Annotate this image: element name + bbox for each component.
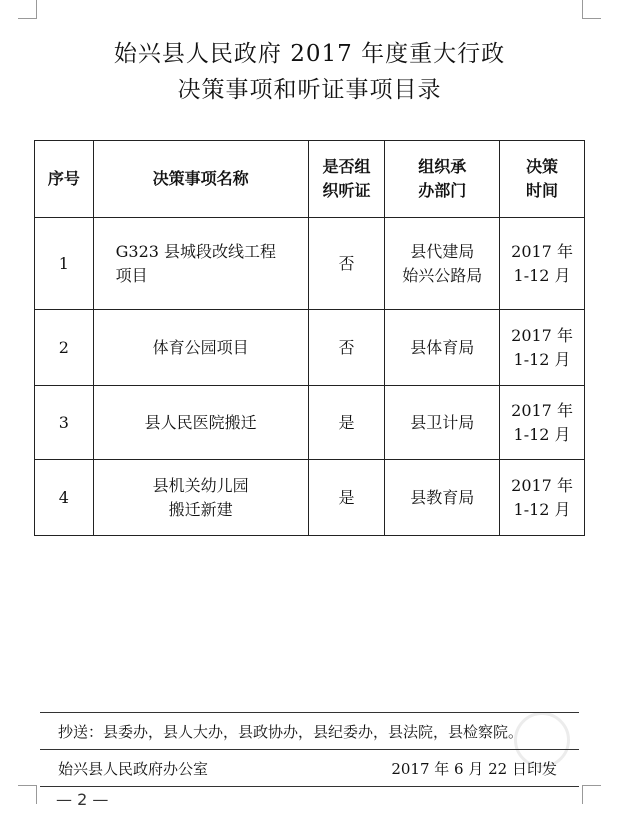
row-no: 4 [35,460,94,536]
header-name: 决策事项名称 [93,141,308,218]
header-dept-line-1: 组织承 [418,157,467,176]
table-header-row [35,141,585,218]
table-row [35,386,585,460]
row-name-line-2: 搬迁新建 [168,499,233,519]
row-time-line-1: 2017 年 [511,475,573,495]
table-row [35,460,585,536]
row-time [500,386,585,460]
row-name-text: G323 县城段改线工程项目 [115,241,277,285]
header-hearing-line-1: 是否组 [322,157,371,176]
title-line-1: 始兴县人民政府 2017 年度重大行政 [113,41,506,67]
row-time [500,460,585,536]
cc-line [40,712,579,750]
header-time-line-2: 时间 [526,181,559,200]
header-time [500,141,585,218]
issue-date: 2017 年 6 月 22 日印发 [391,760,557,778]
row-dept: 县教育局 [385,460,500,536]
table-row [35,310,585,386]
row-hearing: 否 [308,218,385,310]
header-hearing-line-2: 织听证 [322,181,371,200]
issue-line [40,751,579,787]
row-time [500,310,585,386]
row-name-line-1: 县机关幼儿园 [152,475,249,495]
decision-catalog-table [34,140,585,536]
row-no: 1 [35,218,94,310]
header-hearing [308,141,385,218]
row-no: 3 [35,386,94,460]
crop-mark-top-right [582,0,601,19]
row-dept: 县体育局 [385,310,500,386]
header-dept-line-2: 办部门 [418,181,467,200]
row-name [93,218,308,310]
cc-text: 抄送：县委办，县人大办，县政协办，县纪委办，县法院，县检察院。 [58,722,524,741]
row-name: 体育公园项目 [93,310,308,386]
row-dept: 县卫计局 [385,386,500,460]
row-dept-line-2: 始兴公路局 [402,265,483,285]
header-time-line-1: 决策 [526,157,559,176]
header-no: 序号 [35,141,94,218]
row-name: 县人民医院搬迁 [93,386,308,460]
crop-mark-bottom-right [582,785,601,804]
row-time-line-2: 1-12 月 [513,499,571,519]
table-row [35,218,585,310]
page-number: — 2 — [56,790,109,809]
row-time-line-1: 2017 年 [511,325,573,345]
crop-mark-top-left [18,0,37,19]
row-time-line-1: 2017 年 [511,241,573,261]
header-dept [385,141,500,218]
row-time-line-2: 1-12 月 [513,424,571,444]
row-hearing: 是 [308,386,385,460]
row-time-line-2: 1-12 月 [513,265,571,285]
crop-mark-bottom-left [18,785,37,804]
title-line-2: 决策事项和听证事项目录 [177,77,442,103]
row-dept-line-1: 县代建局 [410,241,475,261]
row-no: 2 [35,310,94,386]
row-time-line-2: 1-12 月 [513,349,571,369]
row-hearing: 是 [308,460,385,536]
row-time [500,218,585,310]
row-name [93,460,308,536]
row-time-line-1: 2017 年 [511,400,573,420]
document-title [0,36,619,108]
row-hearing: 否 [308,310,385,386]
row-dept [385,218,500,310]
issuing-office: 始兴县人民政府办公室 [58,760,209,778]
